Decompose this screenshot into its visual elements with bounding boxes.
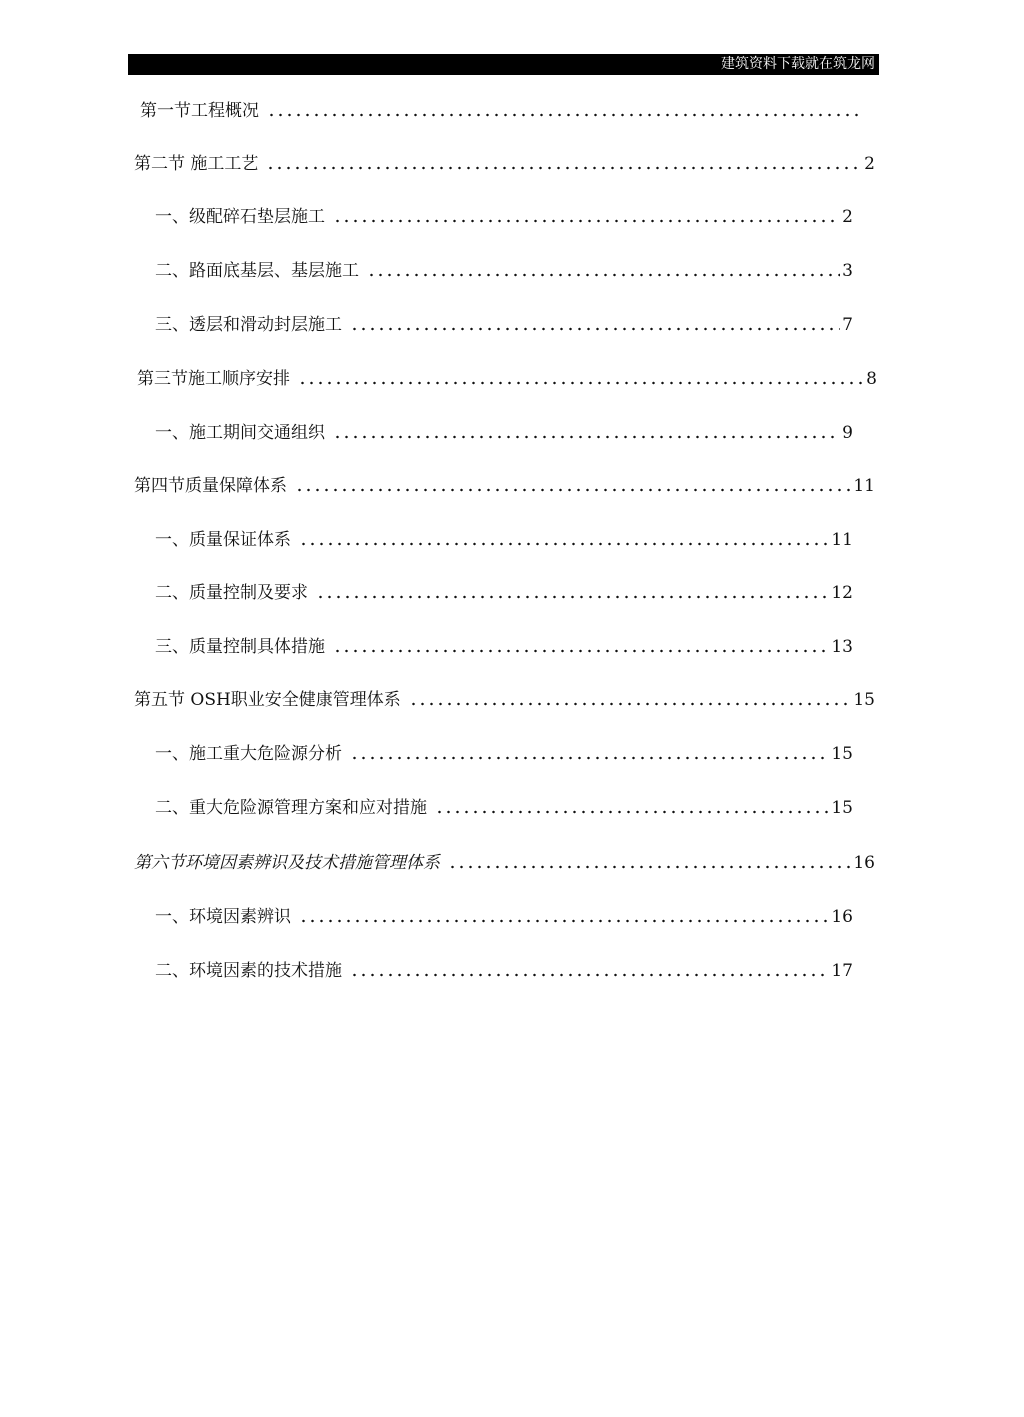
toc-entry[interactable] (155, 420, 853, 444)
toc-entry-page-number: 13 (831, 637, 853, 657)
toc-entry[interactable] (155, 527, 853, 551)
toc-entry-title: 第二节 施工工艺 (134, 154, 259, 174)
toc-dot-leader (409, 701, 852, 707)
toc-entry-page-number: 3 (842, 261, 853, 281)
toc-dot-leader (299, 918, 829, 924)
toc-dot-leader (350, 972, 829, 978)
toc-entry[interactable] (155, 904, 853, 928)
toc-entry-page-number: 16 (831, 907, 853, 927)
toc-dot-leader (267, 112, 864, 118)
toc-entry-title: 一、质量保证体系 (155, 530, 291, 550)
toc-entry[interactable] (134, 473, 875, 497)
toc-dot-leader (333, 434, 840, 440)
toc-entry[interactable] (155, 258, 853, 282)
toc-entry[interactable] (155, 312, 853, 336)
toc-dot-leader (333, 218, 840, 224)
toc-entry-title: 三、质量控制具体措施 (155, 637, 325, 657)
toc-entry-title: 第六节环境因素辨识及技术措施管理体系 (134, 853, 440, 873)
toc-entry[interactable] (155, 204, 853, 228)
header-text: 建筑资料下载就在筑龙网 (721, 56, 875, 72)
toc-entry-title: 二、环境因素的技术措施 (155, 961, 342, 981)
toc-dot-leader (333, 648, 829, 654)
toc-entry-page-number: 2 (842, 207, 853, 227)
toc-entry-page-number: 9 (842, 423, 853, 443)
toc-dot-leader (298, 380, 864, 386)
toc-entry-page-number: 8 (866, 369, 877, 389)
toc-entry[interactable] (155, 580, 853, 604)
toc-entry-title: 一、施工期间交通组织 (155, 423, 325, 443)
toc-entry[interactable] (155, 741, 853, 765)
toc-entry-title: 一、施工重大危险源分析 (155, 744, 342, 764)
toc-entry-page-number: 15 (831, 744, 853, 764)
toc-dot-leader (316, 594, 829, 600)
toc-entry-page-number: 15 (853, 690, 875, 710)
toc-dot-leader (435, 809, 829, 815)
toc-entry-title: 二、重大危险源管理方案和应对措施 (155, 798, 427, 818)
toc-entry[interactable] (155, 634, 853, 658)
toc-entry[interactable] (155, 795, 853, 819)
toc-entry-page-number: 12 (831, 583, 853, 603)
toc-entry-page-number: 16 (853, 853, 875, 873)
toc-entry-title: 二、质量控制及要求 (155, 583, 308, 603)
toc-entry-title: 第一节工程概况 (140, 101, 259, 121)
toc-entry-title: 第三节施工顺序安排 (137, 369, 290, 389)
toc-dot-leader (266, 165, 862, 171)
toc-entry-title: 第五节 OSH职业安全健康管理体系 (134, 690, 401, 710)
toc-entry-title: 一、环境因素辨识 (155, 907, 291, 927)
toc-entry-page-number: 2 (864, 154, 875, 174)
toc-dot-leader (295, 487, 851, 493)
toc-dot-leader (350, 326, 840, 332)
toc-entry-page-number: 17 (831, 961, 853, 981)
toc-dot-leader (367, 272, 840, 278)
toc-entry[interactable] (134, 850, 875, 874)
toc-entry[interactable] (140, 98, 866, 122)
toc-entry-page-number: 7 (842, 315, 853, 335)
toc-entry[interactable] (155, 958, 853, 982)
toc-entry-title: 二、路面底基层、基层施工 (155, 261, 359, 281)
toc-entry[interactable] (134, 687, 875, 711)
toc-dot-leader (350, 755, 829, 761)
toc-dot-leader (299, 541, 829, 547)
toc-entry-title: 第四节质量保障体系 (134, 476, 287, 496)
toc-entry-title: 一、级配碎石垫层施工 (155, 207, 325, 227)
toc-entry-page-number: 15 (831, 798, 853, 818)
toc-entry-title: 三、透层和滑动封层施工 (155, 315, 342, 335)
toc-entry[interactable] (137, 366, 877, 390)
toc-dot-leader (448, 864, 851, 870)
toc-entry-page-number: 11 (831, 530, 853, 550)
toc-entry-page-number: 11 (853, 476, 875, 496)
toc-entry[interactable] (134, 151, 875, 175)
